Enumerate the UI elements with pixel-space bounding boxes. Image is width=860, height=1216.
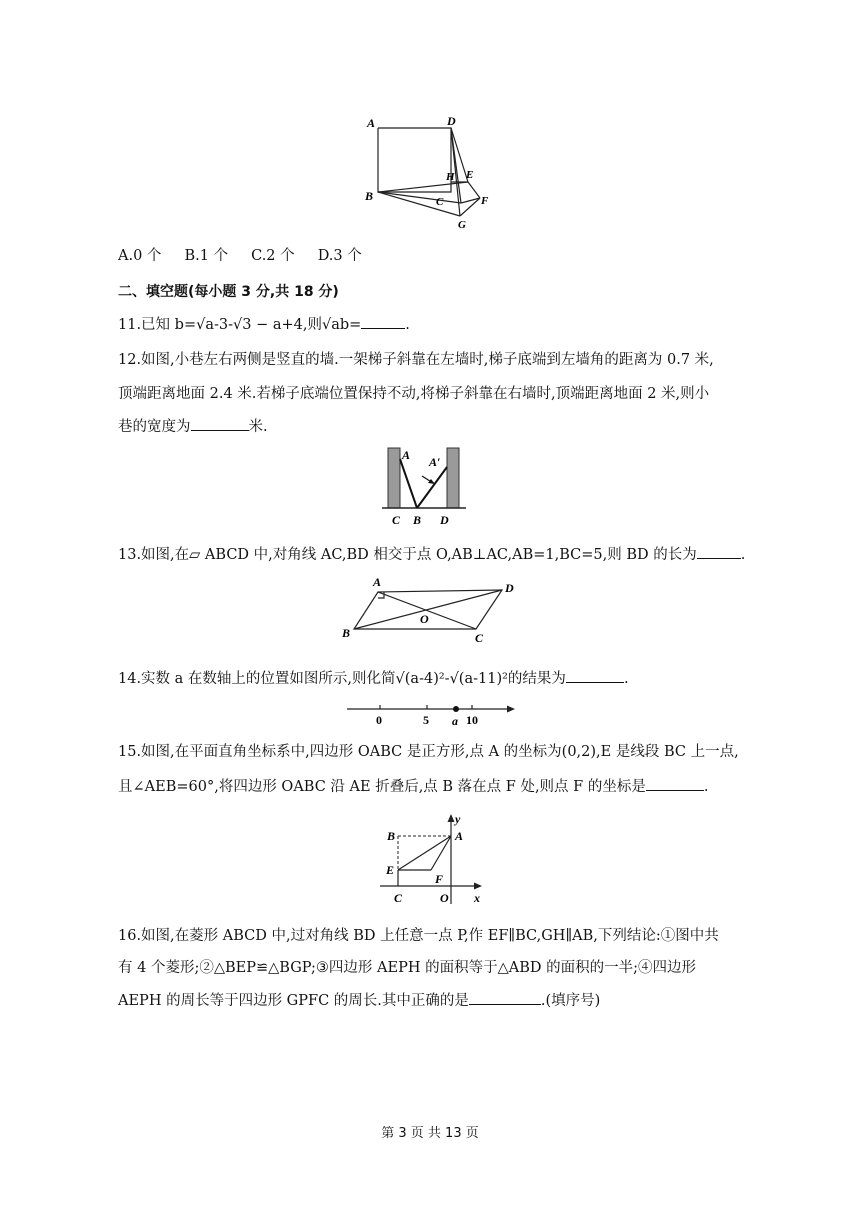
q15-figure (378, 808, 490, 908)
q10-options (118, 246, 362, 266)
answer-blank[interactable] (646, 776, 704, 791)
q13-figure (338, 572, 523, 646)
fig-label: y (455, 812, 461, 826)
fig-label: A (373, 575, 382, 589)
fig-label: B (387, 829, 396, 843)
tick-label: 0 (376, 713, 382, 727)
fig-label: B (342, 626, 351, 640)
option-d: D.3 个 (317, 248, 362, 264)
question-16-line3: AEPH 的周长等于四边形 GPFC 的周长.其中正确的是 .(填序号) (118, 990, 600, 1011)
tick-label: 5 (423, 713, 429, 727)
fig-label: D (505, 581, 514, 595)
q10-figure (360, 110, 500, 230)
fig-label: C (475, 631, 484, 645)
fig-label: O (440, 891, 449, 905)
option-a: A.0 个 (118, 248, 162, 264)
fig-label: O (420, 612, 429, 626)
fig-label: A (367, 116, 376, 130)
q12-figure (380, 445, 480, 529)
question-16-line2: 有 4 个菱形;②△BEP≌△BGP;③四边形 AEPH 的面积等于△ABD 的面积的一半;④四边形 (118, 960, 696, 976)
fig-label: D (447, 114, 456, 128)
fig-label: C (436, 196, 444, 208)
fig-label: E (386, 863, 395, 877)
fig-label: B (413, 513, 422, 527)
fig-label: F (481, 195, 489, 207)
question-16-line1: 16.如图,在菱形 ABCD 中,过对角线 BD 上任意一点 P,作 EF∥BC,GH∥AB,下列结论:①图中共 (118, 928, 719, 944)
answer-blank[interactable] (361, 314, 405, 329)
section-heading: 二、填空题(每小题 3 分,共 18 分) (118, 284, 339, 300)
fig-label: H (446, 171, 455, 183)
answer-blank[interactable] (566, 668, 624, 683)
fig-label: C (394, 891, 403, 905)
fig-label: x (474, 891, 480, 905)
fig-label: A (402, 448, 411, 462)
question-12-line3: 巷的宽度为 米. (118, 416, 268, 437)
question-15-line1: 15.如图,在平面直角坐标系中,四边形 OABC 是正方形,点 A 的坐标为(0,2),E 是线段 BC 上一点, (118, 744, 739, 760)
question-14: 14.实数 a 在数轴上的位置如图所示,则化简√(a-4)²-√(a-11)²的结果为 . (118, 668, 629, 689)
question-13: 13.如图,在▱ ABCD 中,对角线 AC,BD 相交于点 O,AB⊥AC,AB=1,BC=5,则 BD 的长为 . (118, 544, 745, 565)
question-12-line1: 12.如图,小巷左右两侧是竖直的墙.一架梯子斜靠在左墙时,梯子底端到左墙角的距离为 0.7 米, (118, 352, 714, 368)
fig-label: A (455, 829, 464, 843)
question-15-line2: 且∠AEB=60°,将四边形 OABC 沿 AE 折叠后,点 B 落在点 F 处,则点 F 的坐标是 . (118, 776, 708, 797)
tick-label: 10 (466, 713, 478, 727)
page-footer: 第 3 页 共 13 页 (381, 1126, 479, 1141)
option-b: B.1 个 (184, 248, 229, 264)
fig-label: E (466, 169, 474, 181)
answer-blank[interactable] (697, 544, 741, 559)
fig-label: F (435, 872, 444, 886)
answer-blank[interactable] (469, 990, 541, 1005)
question-11: 11.已知 b=√a-3-√3 − a+4,则√ab= . (118, 314, 410, 335)
point-label: a (452, 714, 458, 728)
option-c: C.2 个 (251, 248, 295, 264)
fig-label: D (440, 513, 449, 527)
fig-label: A′ (429, 455, 441, 469)
answer-blank[interactable] (191, 416, 249, 431)
question-12-line2: 顶端距离地面 2.4 米.若梯子底端位置保持不动,将梯子斜靠在右墙时,顶端距离地面 2 米,则小 (118, 386, 710, 402)
fig-label: B (365, 189, 374, 203)
fig-label: C (392, 513, 401, 527)
fig-label: G (458, 219, 466, 230)
q14-number-line (345, 700, 520, 728)
